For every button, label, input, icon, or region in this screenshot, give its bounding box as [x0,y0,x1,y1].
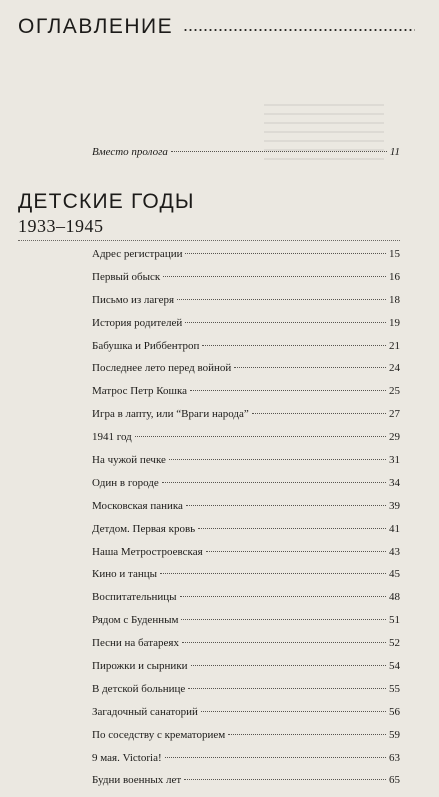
toc-entry [92,614,400,637]
toc-entry-label: Воспитательницы [92,591,177,604]
dot-leader [169,459,386,460]
toc-entry-label: Наша Метростроевская [92,545,203,558]
dot-leader [202,345,386,346]
toc-entry-label: История родителей [92,316,183,329]
toc-entry [92,774,400,797]
toc-list [92,248,400,797]
dot-leader [201,711,386,712]
toc-entry-page: 63 [389,751,400,764]
toc-entry-page: 19 [389,316,400,329]
dot-leader [185,253,386,254]
toc-entry [92,706,400,729]
toc-entry-label: Вместо пролога [92,146,168,158]
toc-entry-page: 54 [389,660,400,673]
toc-entry [92,752,400,775]
toc-entry-label: Загадочный санаторий [92,705,198,718]
toc-entry-page: 65 [389,774,400,787]
toc-entry [92,317,400,340]
toc-entry-label: Будни военных лет [92,774,182,787]
toc-entry [92,637,400,660]
toc-entry [92,454,400,477]
toc-entry-page: 34 [389,476,400,489]
toc-entry-label: Кино и танцы [92,568,157,581]
toc-entry-page: 56 [389,705,400,718]
toc-entry-label: По соседству с крематорием [92,728,226,741]
dot-leader [171,151,387,152]
dot-leader [185,322,386,323]
dot-leader [188,688,386,689]
toc-entry-page: 41 [389,522,400,535]
toc-entry [92,568,400,591]
toc-entry-label: Игра в лапту, или “Враги народа” [92,408,249,421]
toc-entry-label: В детской больнице [92,682,186,695]
toc-entry [92,729,400,752]
toc-entry-page: 48 [389,591,400,604]
section-title: ДЕТСКИЕ ГОДЫ [18,190,195,213]
toc-entry-page: 27 [389,408,400,421]
toc-entry [92,500,400,523]
toc-entry-label: Первый обыск [92,270,161,283]
toc-entry-page: 45 [389,568,400,581]
toc-entry-page: 25 [389,385,400,398]
toc-entry-page: 11 [389,146,400,158]
toc-entry [92,523,400,546]
toc-entry [92,362,400,385]
toc-entry-label: Песни на батареях [92,637,179,650]
toc-entry [92,546,400,569]
toc-entry-label: Детдом. Первая кровь [92,522,196,535]
toc-entry-page: 39 [389,499,400,512]
toc-entry-label: 9 мая. Victoria! [92,751,162,764]
toc-entry-label: Последнее лето перед войной [92,362,232,375]
toc-entry-page: 43 [389,545,400,558]
toc-entry-page: 55 [389,682,400,695]
toc-entry-page: 52 [389,637,400,650]
toc-entry [92,431,400,454]
section-years: 1933–1945 [18,216,104,236]
toc-entry [92,385,400,408]
toc-entry-label: На чужой печке [92,454,166,467]
toc-entry [92,294,400,317]
dot-leader [165,757,386,758]
toc-entry [92,477,400,500]
toc-entry [92,591,400,614]
toc-entry-page: 29 [389,431,400,444]
toc-entry-label: Матрос Петр Кошка [92,385,188,398]
dot-leader [182,642,386,643]
toc-entry-page: 15 [389,248,400,260]
toc-entry-page: 21 [389,339,400,352]
dot-leader [177,299,386,300]
toc-entry-label: Рядом с Буденным [92,614,179,627]
toc-entry-page: 51 [389,614,400,627]
toc-entry [92,248,400,271]
toc-entry-prologue [92,146,400,158]
dot-leader [184,779,386,780]
toc-entry [92,408,400,431]
dot-leader [180,596,386,597]
dot-leader [135,436,386,437]
toc-entry-page: 18 [389,293,400,306]
toc-entry-page: 24 [389,362,400,375]
dot-leader [234,367,386,368]
dot-leader [181,619,386,620]
page-title: ОГЛАВЛЕНИЕ [18,15,174,38]
section-divider [18,240,400,241]
toc-entry [92,683,400,706]
toc-entry-label: Адрес регистрации [92,248,183,260]
dot-leader [162,482,386,483]
dot-leader [163,276,386,277]
toc-entry [92,271,400,294]
toc-entry-label: Пирожки и сырники [92,660,188,673]
dot-leader [186,505,386,506]
toc-entry [92,340,400,363]
dot-leader [228,734,386,735]
dot-leader [198,528,386,529]
dot-leader [160,573,386,574]
toc-entry-page: 31 [389,454,400,467]
dot-leader [252,413,386,414]
toc-entry-label: Московская паника [92,499,183,512]
contents-header [18,14,415,40]
toc-entry-page: 59 [389,728,400,741]
toc-entry-label: Письмо из лагеря [92,293,175,306]
toc-entry-label: Один в городе [92,476,159,489]
dot-leader [206,551,386,552]
toc-entry [92,660,400,683]
dot-leader [190,390,386,391]
toc-entry-label: 1941 год [92,431,132,444]
header-dot-leader [183,29,415,31]
toc-entry-label: Бабушка и Риббентроп [92,339,200,352]
toc-entry-page: 16 [389,270,400,283]
dot-leader [191,665,386,666]
